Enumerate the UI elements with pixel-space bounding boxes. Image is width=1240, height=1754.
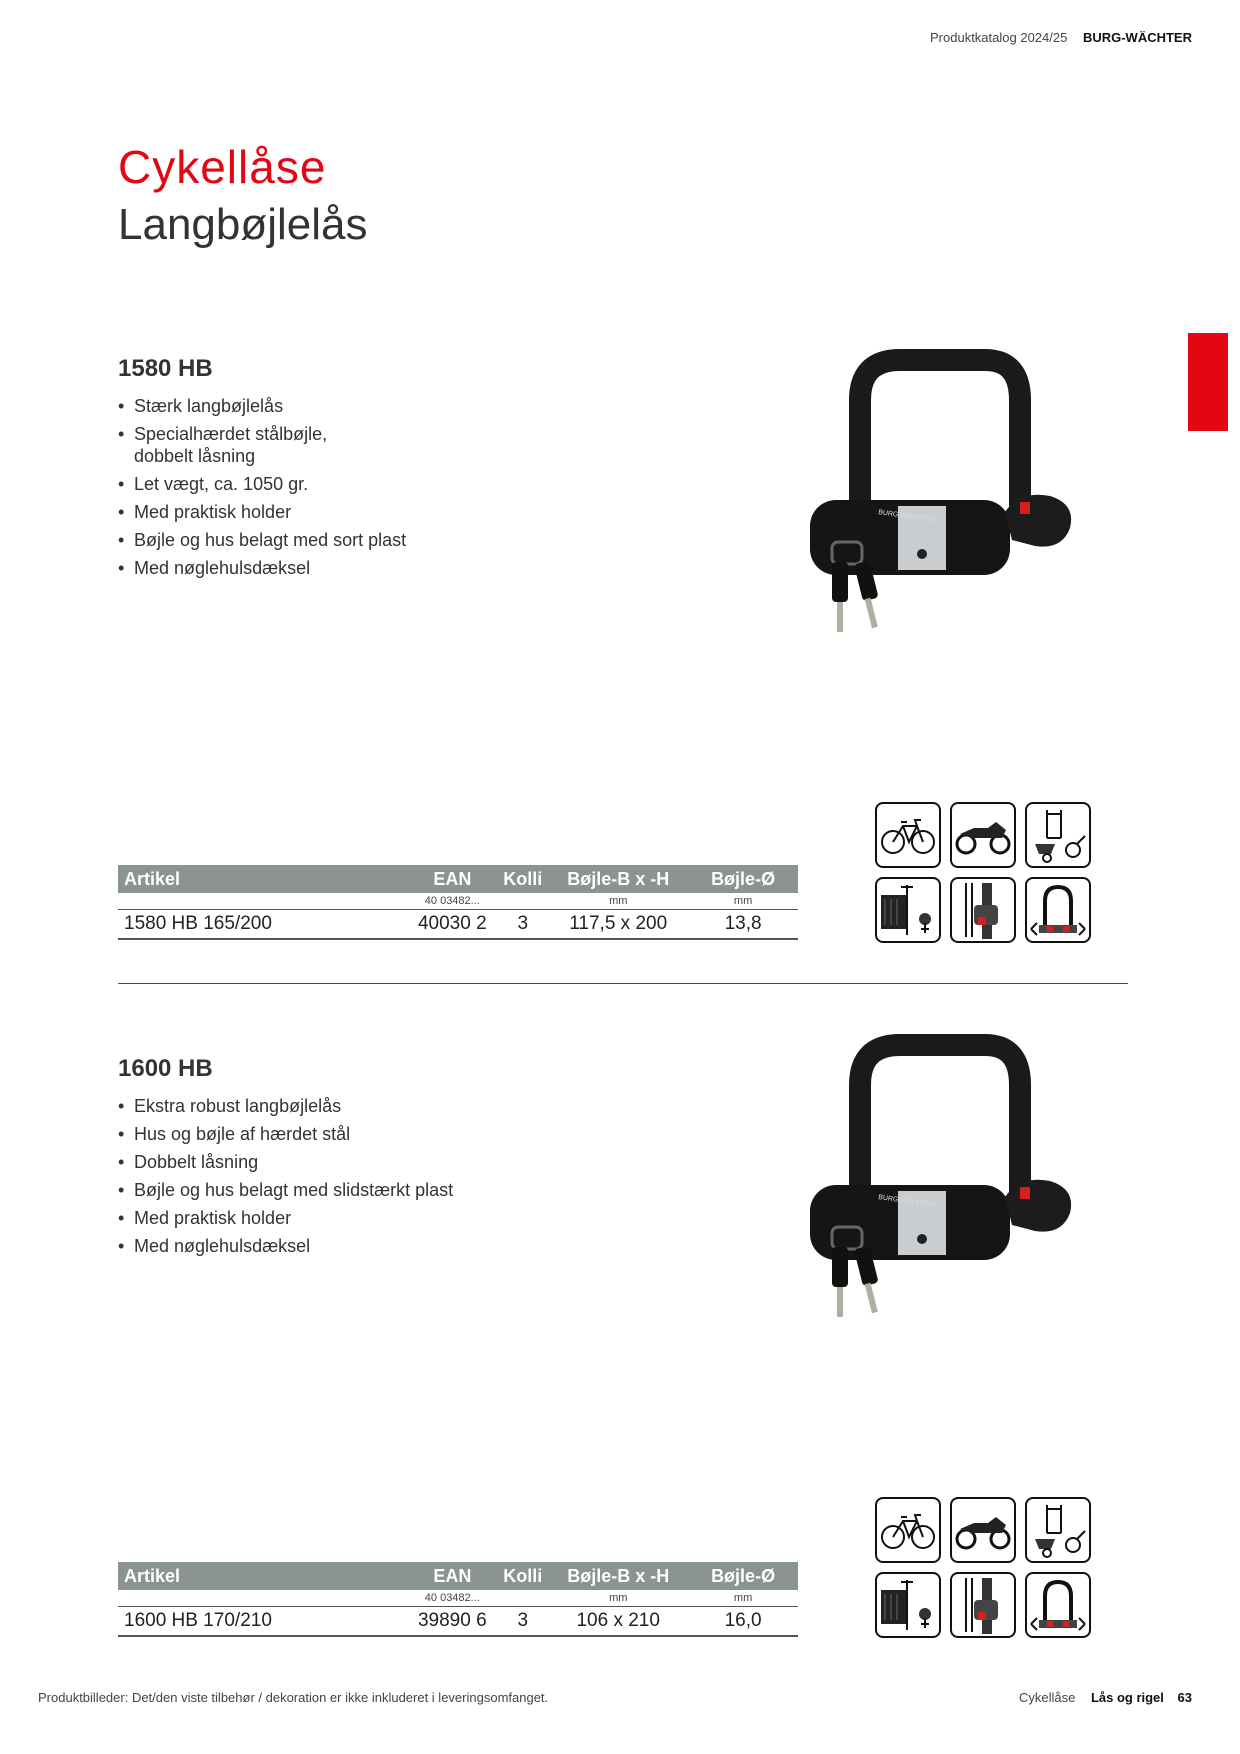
section-divider: [118, 983, 1128, 984]
col-header-shackle-diameter: Bøjle-Ø: [688, 1562, 798, 1590]
holder-mount-icon: [950, 1572, 1016, 1638]
col-header-article: Artikel: [118, 1562, 407, 1590]
wheelbarrow-icon: [1025, 802, 1091, 868]
product-name: 1580 HB: [118, 355, 213, 382]
product-name: 1600 HB: [118, 1055, 213, 1082]
unit-cell: mm: [688, 1590, 798, 1606]
page-number: 63: [1177, 1690, 1192, 1705]
gate-icon: [875, 1572, 941, 1638]
feature-item: • Bøjle og hus belagt med sort plast: [118, 529, 1128, 551]
feature-item: • Hus og bøjle af hærdet stål: [118, 1123, 1128, 1145]
cell-shackle-diameter: 13,8: [688, 909, 798, 939]
page-subtitle: Langbøjlelås: [118, 200, 368, 249]
cell-shackle-size: 117,5 x 200: [548, 909, 688, 939]
col-header-shackle-size: Bøjle-B x -H: [548, 865, 688, 893]
product-image-1580hb: [780, 340, 1110, 640]
col-header-shackle-size: Bøjle-B x -H: [548, 1562, 688, 1590]
col-header-kolli: Kolli: [497, 865, 548, 893]
lock-brand-label: BURG WÄCHTER: [877, 1194, 936, 1209]
feature-item: • Bøjle og hus belagt med slidstærkt plast: [118, 1179, 1128, 1201]
feature-item: • Let vægt, ca. 1050 gr.: [118, 473, 1128, 495]
shackle-width-icon: [1025, 877, 1091, 943]
table-row: [118, 909, 798, 939]
cell-shackle-diameter: 16,0: [688, 1606, 798, 1636]
bicycle-icon: [875, 1497, 941, 1563]
col-header-ean: EAN: [407, 865, 497, 893]
wheelbarrow-icon: [1025, 1497, 1091, 1563]
unit-cell: 40 03482...: [407, 893, 497, 909]
unit-cell: [497, 1590, 548, 1606]
cell-article: 1580 HB 165/200: [118, 909, 407, 939]
page-footer: [1019, 1690, 1192, 1705]
motorcycle-icon: [950, 802, 1016, 868]
col-header-article: Artikel: [118, 865, 407, 893]
unit-cell: mm: [548, 1590, 688, 1606]
feature-item: • Med nøglehulsdæksel: [118, 1235, 1128, 1257]
unit-cell: mm: [548, 893, 688, 909]
catalog-label: Produktkatalog 2024/25: [930, 30, 1068, 45]
holder-mount-icon: [950, 877, 1016, 943]
product-image-1600hb: [780, 1025, 1110, 1325]
col-header-kolli: Kolli: [497, 1562, 548, 1590]
feature-item: • Stærk langbøjlelås: [118, 395, 1128, 417]
feature-item: • Med nøglehulsdæksel: [118, 557, 1128, 579]
page-title: Cykellåse: [118, 141, 327, 193]
cell-ean: 40030 2: [407, 909, 497, 939]
feature-item: • Specialhærdet stålbøjle,: [118, 423, 1128, 445]
spec-table-1600hb: [118, 1562, 798, 1637]
shackle-width-icon: [1025, 1572, 1091, 1638]
unit-cell: [118, 893, 407, 909]
cell-kolli: 3: [497, 909, 548, 939]
feature-item: • Ekstra robust langbøjlelås: [118, 1095, 1128, 1117]
feature-item: • Med praktisk holder: [118, 501, 1128, 523]
cell-ean: 39890 6: [407, 1606, 497, 1636]
section-tab-marker: [1188, 333, 1228, 431]
bicycle-icon: [875, 802, 941, 868]
footer-category: Lås og rigel: [1090, 1690, 1164, 1705]
feature-item: • Dobbelt låsning: [118, 1151, 1128, 1173]
unit-cell: [497, 893, 548, 909]
gate-icon: [875, 877, 941, 943]
cell-shackle-size: 106 x 210: [548, 1606, 688, 1636]
footer-note: Produktbilleder: Det/den viste tilbehør / dekoration er ikke inkluderet i leveringsomfanget.: [38, 1690, 549, 1705]
unit-cell: mm: [688, 893, 798, 909]
usage-icons-1600hb: [875, 1497, 1095, 1637]
usage-icons-1580hb: [875, 802, 1095, 942]
col-header-shackle-diameter: Bøjle-Ø: [688, 865, 798, 893]
lock-brand-label: BURG WÄCHTER: [877, 509, 936, 524]
unit-cell: [118, 1590, 407, 1606]
cell-kolli: 3: [497, 1606, 548, 1636]
feature-item-continued: dobbelt låsning: [134, 446, 256, 466]
col-header-ean: EAN: [407, 1562, 497, 1590]
spec-table-1580hb: [118, 865, 798, 940]
footer-section: Cykellåse: [1018, 1690, 1076, 1705]
cell-article: 1600 HB 170/210: [118, 1606, 407, 1636]
unit-cell: 40 03482...: [407, 1590, 497, 1606]
motorcycle-icon: [950, 1497, 1016, 1563]
feature-item: • Med praktisk holder: [118, 1207, 1128, 1229]
table-row: [118, 1606, 798, 1636]
brand-name: BURG-WÄCHTER: [1082, 30, 1192, 45]
page-header: [930, 30, 1192, 45]
